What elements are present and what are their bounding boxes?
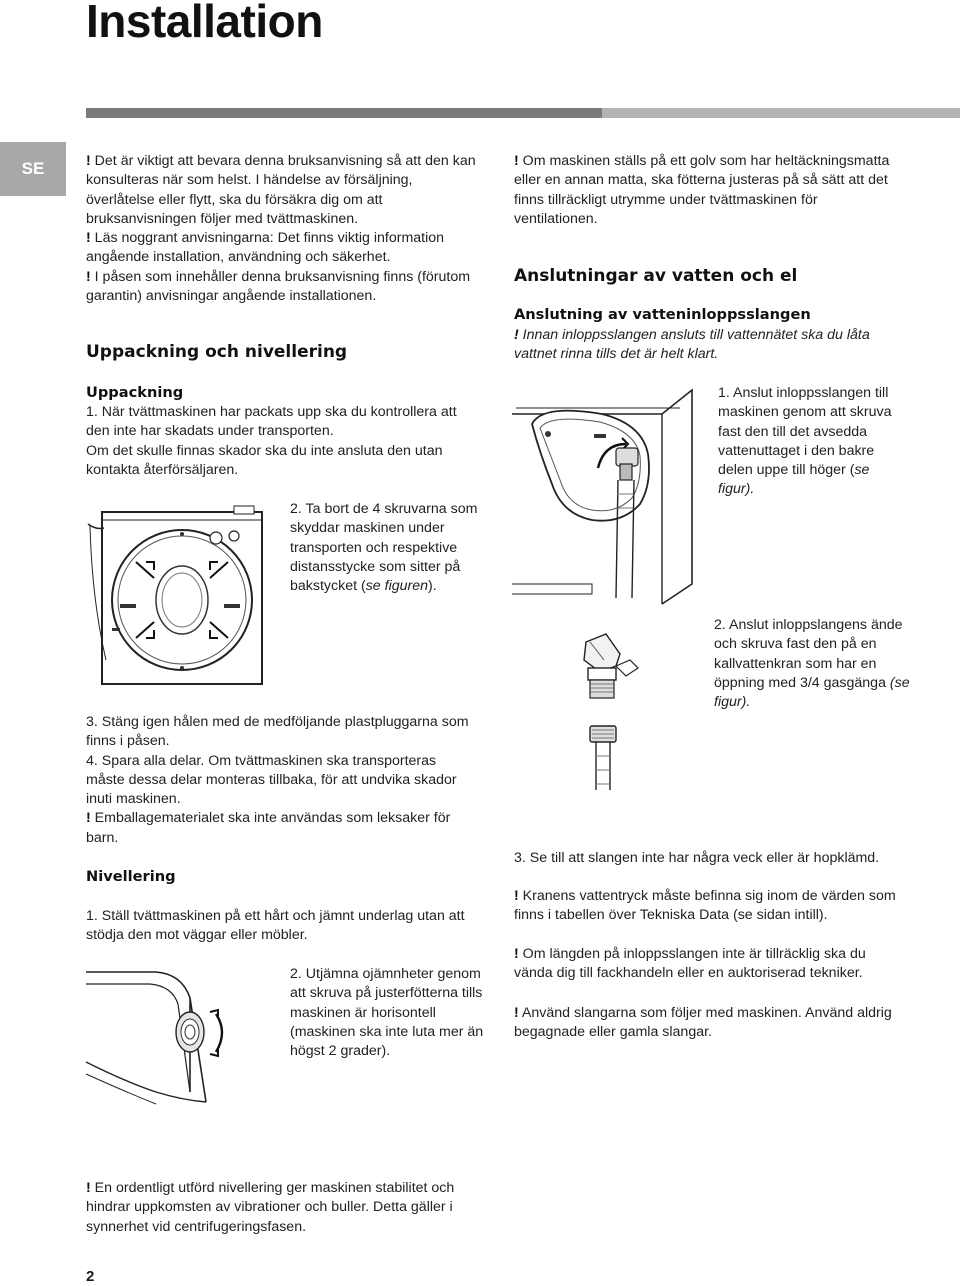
hose-length-note: ! Om längden på inloppsslangen inte är tillräcklig ska du vända dig till fackhandeln eller en auktoriserad tekniker. — [514, 946, 866, 982]
unpacking-step-2-end: ). — [428, 578, 437, 595]
inlet-step-1 — [718, 384, 908, 500]
unpacking-step-1-damage: Om det skulle finnas skador ska du inte ansluta den utan kontakta återförsäljaren. — [86, 442, 443, 478]
section-heading-unpacking-leveling: Uppackning och nivellering — [86, 342, 348, 362]
page-title: Installation — [86, 0, 323, 47]
tap-hose-figure — [560, 630, 670, 800]
leveling-heading: Nivellering — [86, 868, 176, 885]
inlet-heading: Anslutning av vatteninloppsslangen — [514, 306, 811, 323]
page-number: 2 — [86, 1268, 95, 1285]
machine-back-figure — [84, 500, 274, 690]
intro-note-2: ! Läs noggrant anvisningarna: Det finns viktig information angående installation, användning och säkerhet. — [86, 230, 445, 266]
leveling-foot-figure — [86, 952, 276, 1122]
packaging-warning: ! Emballagematerialet ska inte användas som leksaker för barn. — [86, 810, 451, 846]
leveling-step-2: 2. Utjämna ojämnheter genom att skruva på justerfötterna tills maskinen är horisontell (maskinen ska inte luta mer än högst 2 grader). — [290, 966, 484, 1060]
hoses-note: ! Använd slangarna som följer med maskinen. Använd aldrig begagnade eller gamla slangar. — [514, 1005, 892, 1041]
inlet-step-2-see-figure: (se figur). — [714, 674, 910, 711]
inlet-step-1-text: 1. Anslut inloppsslangen till maskinen genom att skruva fast den till det avsedda vattenuttaget i den bakre delen uppe till höger ( — [718, 385, 892, 479]
inlet-step-3: 3. Se till att slangen inte har några veck eller är hopklämd. — [514, 850, 880, 866]
unpacking-steps-3-4 — [86, 713, 476, 848]
unpacking-step-3: 3. Stäng igen hålen med de medföljande plastpluggarna som finns i påsen. — [86, 714, 469, 750]
unpacking-step-2-text: 2. Ta bort de 4 skruvarna som skyddar maskinen under transporten och respektive distansstycke som sitter på bakstycket ( — [290, 501, 478, 595]
inlet-connection-figure — [512, 384, 702, 614]
leveling-step-1: 1. Ställ tvättmaskinen på ett hårt och jämnt underlag utan att stödja den mot väggar eller möbler. — [86, 908, 465, 944]
ventilation-note: ! Om maskinen ställs på ett golv som har heltäckningsmatta eller en annan matta, ska fötterna justeras på så sätt att det finns tillräckligt utrymme under tvättmaskinen för ventilationen. — [514, 153, 890, 227]
section-heading-water-electric: Anslutningar av vatten och el — [514, 266, 798, 286]
inlet-warning: ! Innan inloppsslangen ansluts till vattennätet ska du låta vattnet rinna tills det är helt klart. — [514, 327, 870, 363]
unpacking-heading: Uppackning — [86, 384, 184, 401]
leveling-note: ! En ordentligt utförd nivellering ger maskinen stabilitet och hindrar uppkomsten av vibrationer och buller. Detta gäller i synnerhet vid centrifugeringsfasen. — [86, 1180, 455, 1235]
intro-note-3: ! I påsen som innehåller denna bruksanvisning finns (förutom garantin) anvisningar angående installationen. — [86, 268, 471, 305]
unpacking-step-4: 4. Spara alla delar. Om tvättmaskinen ska transporteras måste dessa delar monteras tillbaka, för att undvika skador inuti maskinen. — [86, 752, 457, 808]
unpacking-step-1-text: 1. När tvättmaskinen har packats upp ska du kontrollera att den inte har skadats under transporten. — [86, 404, 457, 440]
unpacking-step-2 — [290, 500, 490, 596]
inlet-step-2 — [714, 616, 914, 712]
pressure-note: ! Kranens vattentryck måste befinna sig inom de värden som finns i tabellen över Tekniska Data (se sidan intill). — [514, 888, 896, 924]
inlet-step-1-see-figure: se figur). — [718, 462, 870, 498]
unpacking-step-2-see-figure: se figuren — [365, 578, 429, 595]
unpacking-step-1 — [86, 403, 481, 480]
header-bar-light — [602, 108, 960, 118]
language-tab: SE — [0, 142, 66, 196]
intro-text — [86, 152, 476, 306]
inlet-step-2-text: 2. Anslut inloppslangens ände och skruva fast den på en kallvattenkran som har en öppning med 3/4 gasgänga — [714, 617, 903, 691]
header-bar-dark — [86, 108, 602, 118]
intro-note-1: ! Det är viktigt att bevara denna bruksanvisning så att den kan konsulteras när som helst. I händelse av försäljning, överlåtelse eller flytt, ska du försäkra dig om att bruksanvisningen följer med tvättmaskinen. — [86, 153, 476, 227]
